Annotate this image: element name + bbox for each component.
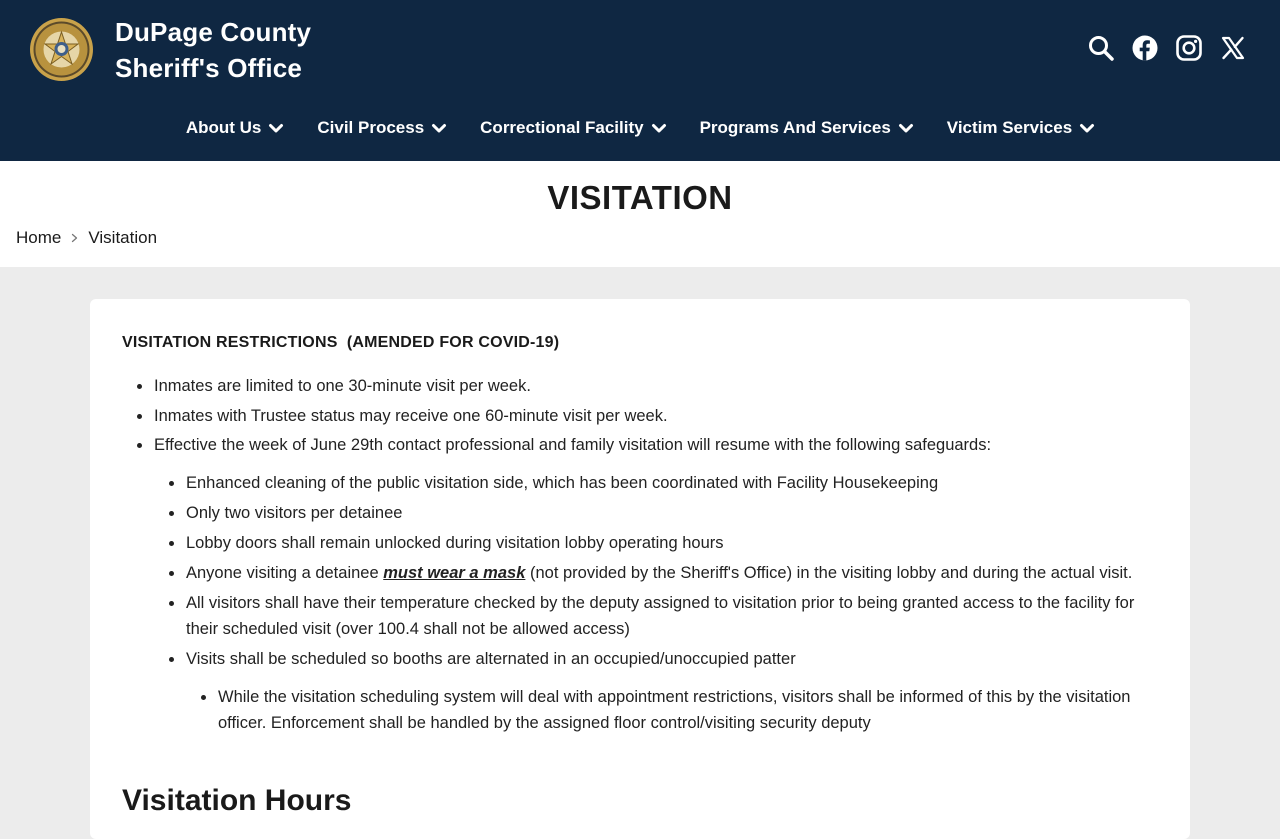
list-item-text: Anyone visiting a detainee — [186, 564, 384, 582]
list-item: Inmates with Trustee status may receive one 60-minute visit per week. — [154, 403, 1162, 429]
list-item: While the visitation scheduling system will deal with appointment restrictions, visitors shall be informed of this by the visitation officer. Enforcement shall be handled by the assigned floor control/visiting security deputy — [218, 684, 1162, 736]
site-title-line1: DuPage County — [115, 17, 312, 47]
chevron-down-icon — [269, 124, 283, 133]
list-item — [186, 560, 1162, 586]
page-title-band — [0, 161, 1280, 267]
nav-item-label: About Us — [185, 118, 262, 137]
sheriff-badge-icon — [29, 17, 94, 82]
list-item-text: Visits shall be scheduled so booths are alternated in an occupied/unoccupied patter — [186, 650, 796, 668]
safeguards-list — [186, 470, 1162, 736]
page-title: VISITATION — [547, 179, 733, 216]
list-item — [154, 432, 1162, 736]
mask-requirement-emphasis: must wear a mask — [383, 564, 526, 582]
visitation-hours-heading: Visitation Hours — [122, 784, 352, 817]
restrictions-heading: VISITATION RESTRICTIONS (AMENDED FOR COVID-19) — [122, 334, 560, 351]
site-title[interactable] — [115, 14, 311, 86]
breadcrumb — [16, 228, 157, 248]
list-item-text: Effective the week of June 29th contact professional and family visitation will resume with the following safeguards: — [154, 436, 992, 454]
list-item-text: (not provided by the Sheriff's Office) in the visiting lobby and during the actual visit. — [525, 564, 1133, 582]
x-icon — [1221, 36, 1245, 60]
breadcrumb-home-link[interactable]: Home — [16, 228, 62, 247]
nav-item-label: Correctional Facility — [480, 118, 644, 137]
search-icon — [1088, 35, 1114, 61]
nav-item-civil-process[interactable] — [317, 118, 446, 138]
restrictions-list — [154, 373, 1162, 736]
chevron-down-icon — [899, 124, 913, 133]
list-item: Enhanced cleaning of the public visitation side, which has been coordinated with Facility Housekeeping — [186, 470, 1162, 496]
list-item: Inmates are limited to one 30-minute visit per week. — [154, 373, 1162, 399]
instagram-link[interactable] — [1174, 33, 1204, 63]
breadcrumb-current: Visitation — [88, 228, 158, 247]
list-item — [186, 646, 1162, 736]
instagram-icon — [1176, 35, 1202, 61]
chevron-down-icon — [432, 124, 446, 133]
facebook-link[interactable] — [1130, 33, 1160, 63]
nav-item-victim-services[interactable] — [947, 118, 1094, 138]
content-card — [90, 299, 1190, 839]
main-nav — [0, 118, 1280, 138]
restrictions-content — [122, 373, 1162, 740]
list-item: Only two visitors per detainee — [186, 500, 1162, 526]
chevron-down-icon — [652, 124, 666, 133]
site-header — [0, 0, 1280, 161]
nav-item-label: Victim Services — [946, 118, 1073, 137]
nav-item-about-us[interactable] — [186, 118, 284, 138]
list-item: All visitors shall have their temperature checked by the deputy assigned to visitation prior to being granted access to the facility for their scheduled visit (over 100.4 shall not be allowed access) — [186, 590, 1162, 642]
sub-note-list — [218, 684, 1162, 736]
search-button[interactable] — [1086, 33, 1116, 63]
list-item: Lobby doors shall remain unlocked during visitation lobby operating hours — [186, 530, 1162, 556]
site-title-line2: Sheriff's Office — [115, 53, 303, 83]
nav-item-label: Programs And Services — [699, 118, 891, 137]
facebook-icon — [1132, 35, 1158, 61]
chevron-right-icon — [71, 233, 78, 243]
nav-item-correctional-facility[interactable] — [480, 118, 665, 138]
nav-item-label: Civil Process — [317, 118, 425, 137]
nav-item-programs-and-services[interactable] — [700, 118, 913, 138]
sheriff-badge-logo[interactable] — [29, 17, 94, 82]
chevron-down-icon — [1080, 124, 1094, 133]
header-icons — [1072, 33, 1248, 63]
x-link[interactable] — [1218, 33, 1248, 63]
